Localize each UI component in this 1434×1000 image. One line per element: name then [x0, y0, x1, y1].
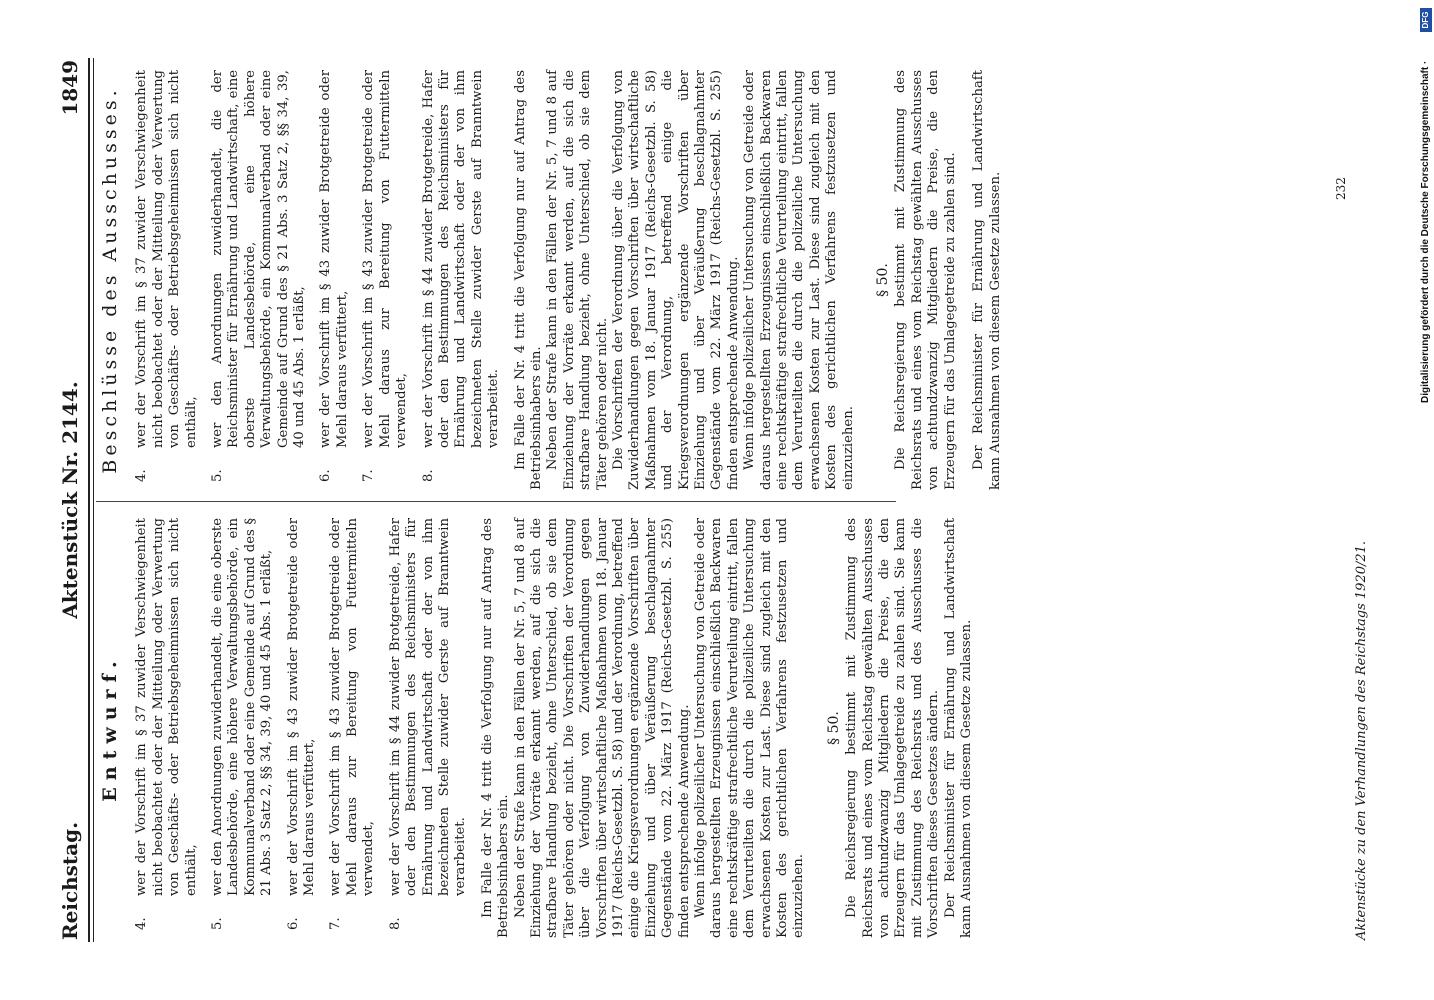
list-item [421, 70, 503, 490]
page-footer: Aktenstücke zu den Verhandlungen des Reichstags 1920/21. [1354, 540, 1369, 940]
item-text: wer der Vorschrift im § 43 zuwider Brotgetreide oder Mehl daraus zur Bereitung von Futtermitteln verwendet, [328, 518, 377, 896]
list-item [286, 518, 319, 938]
item-text: wer der Vorschrift im § 43 zuwider Brotgetreide oder Mehl daraus verfüttert, [285, 518, 318, 896]
header-page-number: 1849 [58, 60, 82, 116]
list-item [328, 518, 377, 938]
item-text: wer der Vorschrift im § 43 zuwider Brotgetreide oder Mehl daraus zur Bereitung von Futtermitteln verwendet, [361, 70, 410, 448]
item-number: 4. [134, 917, 150, 930]
left-column-draft [99, 518, 976, 938]
item-number: 8. [387, 917, 403, 930]
right-column-committee [99, 70, 1004, 490]
dfg-logo-badge: DFG [1420, 8, 1432, 32]
sidebar-credit: Digitalisierung gefördert durch die Deutsche Forschungsgemeinschaft · [1420, 60, 1431, 403]
item-number: 7. [328, 917, 344, 930]
paragraph: Im Falle der Nr. 4 tritt die Verfolgung nur auf Antrag des Betriebsinhabers ein. [479, 518, 512, 938]
page-header [58, 60, 86, 940]
section-heading: § 50. [875, 263, 892, 297]
paragraph: Der Reichsminister für Ernährung und Landwirtschaft kann Ausnahmen von diesem Gesetze zulassen. [971, 70, 1003, 490]
paragraph: Die Reichsregierung bestimmt mit Zustimmung des Reichsrats und eines vom Reichstag gewählten Ausschusses von achtundzwanzig Mitgliedern die Preise, die den Erzeugern für das Umlagegetreide zu zahlen sind. [893, 70, 958, 490]
item-number: 4. [134, 469, 150, 482]
header-rule [88, 58, 90, 942]
left-column-title: Entwurf. [99, 654, 121, 802]
list-item [318, 70, 351, 490]
item-number: 5. [210, 469, 226, 482]
scan-page-number: 232 [1334, 177, 1348, 200]
item-text: wer der Vorschrift im § 37 zuwider Verschwiegenheit nicht beobachtet oder der Mitteilung oder Verwertung von Geschäfts- oder Betriebsgeheimnissen sich nicht enthält, [134, 518, 199, 896]
paragraph: Wenn infolge polizeilicher Untersuchung von Getreide oder daraus hergestellten Erzeugnissen einschließlich Backwaren eine rechtskräftige strafrechtliche Verurteilung eintritt, fallen dem Verurteilten die durch die polizeiliche Untersuchung erwachsenen Kosten zur Last. Diese sind zugleich mit den Kosten des gerichtlichen Verfahrens festzusetzen und einzuziehen. [693, 518, 807, 938]
paragraph: Die Reichsregierung bestimmt mit Zustimmung des Reichsrats und eines vom Reichstag gewählten Ausschusses von achtundzwanzig Mitgliedern die Preise, die den Erzeugern für das Umlagegetreide zu zahlen sind. Sie kann mit Zustimmung des Reichsrats und des Ausschusses die Vorschriften dieses Gesetzes ändern. [844, 518, 942, 938]
column-divider [96, 501, 896, 502]
list-item [134, 518, 200, 938]
item-text: wer der Vorschrift im § 37 zuwider Verschwiegenheit nicht beobachtet oder der Mitteilung oder Verwertung von Geschäfts- oder Betriebsgeheimnissen sich nicht enthält, [134, 70, 199, 448]
item-text: wer den Anordnungen zuwiderhandelt, die der Reichsminister für Ernährung und Landwirtschaft, eine oberste Landesbehörde, eine höhere Verwaltungsbehörde, ein Kommunalverband oder eine Gemeinde auf Grund des § 21 Abs. 3 Satz 2, §§ 34, 39, 40 und 45 Abs. 1 erläßt, [210, 70, 308, 448]
header-center: Aktenstück Nr. 2144. [58, 381, 82, 619]
item-text: wer der Vorschrift im § 44 zuwider Brotgetreide, Hafer oder den Bestimmungen des Reichsministers für Ernährung und Landwirtschaft oder der von ihm bezeichneten Stelle zuwider Gerste auf Branntwein verarbeitet. [387, 518, 469, 896]
item-number: 6. [318, 469, 334, 482]
right-column-title: Beschlüsse des Ausschusses. [99, 86, 121, 474]
paragraph: Die Vorschriften der Verordnung über die Verfolgung von Zuwiderhandlungen gegen Vorschriften über wirtschaftliche Maßnahmen vom 18. Januar 1917 (Reichs-Gesetzbl. S. 58) und der Verordnung, betreffend einige die Kriegsverordnungen ergänzende Vorschriften über Einziehung und über Veräußerung beschlagnahmter Gegenstände vom 22. März 1917 (Reichs-Gesetzbl. S. 255) finden entsprechende Anwendung. [610, 70, 741, 490]
paragraph: Der Reichsminister für Ernährung und Landwirtschaft kann Ausnahmen von diesem Gesetze zulassen. [942, 518, 975, 938]
paragraph: Neben der Strafe kann in den Fällen der Nr. 5, 7 und 8 auf Einziehung der Vorräte erkannt werden, auf die sich die strafbare Handlung bezieht, ohne Unterschied, ob sie dem Täter gehören oder nicht. [545, 70, 610, 490]
list-item [388, 518, 470, 938]
paragraph: Neben der Strafe kann in den Fällen der Nr. 5, 7 und 8 auf Einziehung der Vorräte erkannt werden, auf die sich die strafbare Handlung bezieht, ohne Unterschied, ob sie dem Täter gehören oder nicht. Die Vorschriften der Verordnung über die Verfolgung von Zuwiderhandlungen gegen Vorschriften über wirtschaftliche Maßnahmen vom 18. Januar 1917 (Reichs-Gesetzbl. S. 58) und der Verordnung, betreffend einige die Kriegsverordnungen ergänzende Vorschriften über Einziehung und über Veräußerung beschlagnahmter Gegenstände vom 22. März 1917 (Reichs-Gesetzbl. S. 255) finden entsprechende Anwendung. [512, 518, 692, 938]
paragraph: Wenn infolge polizeilicher Untersuchung von Getreide oder daraus hergestellten Erzeugnissen einschließlich Backwaren eine rechtskräftige strafrechtliche Verurteilung eintritt, fallen dem Verurteilten die durch die polizeiliche Untersuchung erwachsenen Kosten zur Last. Diese sind zugleich mit den Kosten des gerichtlichen Verfahrens festzusetzen und einzuziehen. [742, 70, 856, 490]
item-text: wer der Vorschrift im § 44 zuwider Brotgetreide, Hafer oder den Bestimmungen des Reichsministers für Ernährung und Landwirtschaft oder der von ihm bezeichneten Stelle zuwider Gerste auf Branntwein verarbeitet. [420, 70, 502, 448]
header-rule-thin [93, 58, 94, 942]
item-text: wer der Vorschrift im § 43 zuwider Brotgetreide oder Mehl daraus verfüttert, [318, 70, 350, 448]
list-item [210, 70, 308, 490]
item-number: 5. [210, 917, 226, 930]
item-number: 7. [361, 469, 377, 482]
header-left: Reichstag. [58, 821, 82, 940]
paragraph: Im Falle der Nr. 4 tritt die Verfolgung nur auf Antrag des Betriebsinhabers ein. [512, 70, 544, 490]
item-number: 8. [420, 469, 436, 482]
list-item [134, 70, 200, 490]
section-heading: § 50. [825, 711, 842, 745]
digitization-sidebar [1419, 0, 1434, 1000]
item-text: wer den Anordnungen zuwiderhandelt, die eine oberste Landesbehörde, eine höhere Verwaltungsbehörde, ein Kommunalverband oder eine Gemeinde auf Grund des § 21 Abs. 3 Satz 2, §§ 34, 39, 40 und 45 Abs. 1 erläßt, [210, 518, 275, 896]
list-item [361, 70, 410, 490]
item-number: 6. [285, 917, 301, 930]
list-item [210, 518, 276, 938]
